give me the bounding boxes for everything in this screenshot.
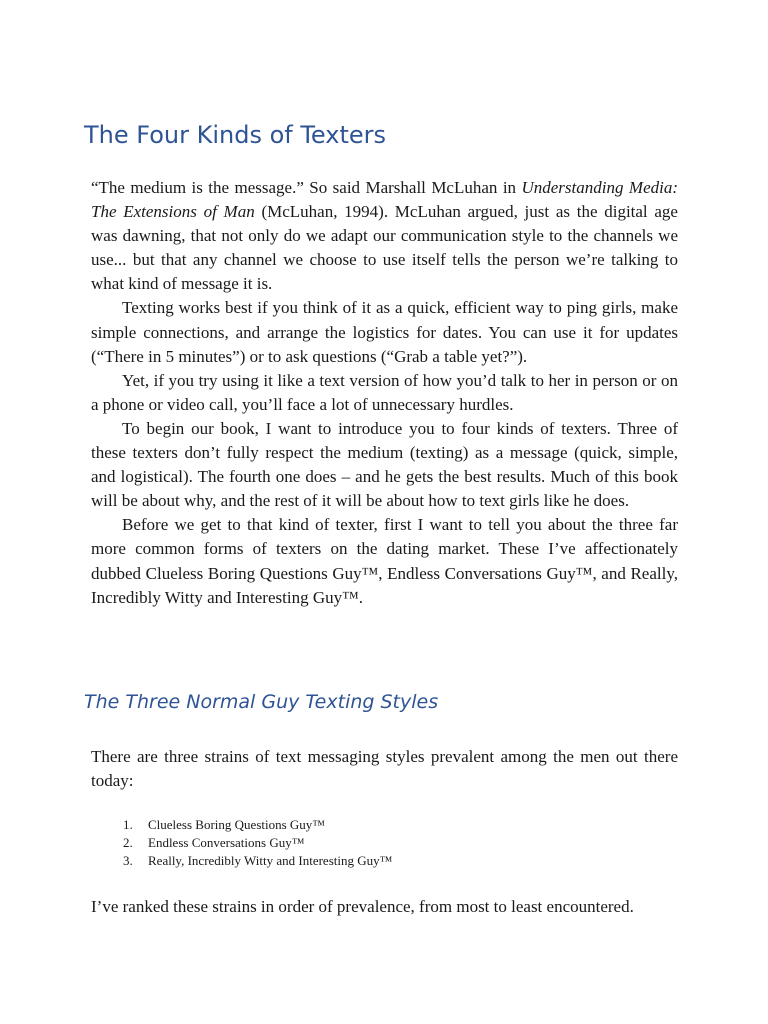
section-heading: The Three Normal Guy Texting Styles xyxy=(84,691,439,713)
texting-styles-list xyxy=(91,816,392,870)
page-title: The Four Kinds of Texters xyxy=(84,121,387,149)
paragraph-text: “The medium is the message.” So said Marshall McLuhan in xyxy=(91,178,522,197)
list-item-label: Clueless Boring Questions Guy™ xyxy=(148,817,326,832)
list-item-label: Endless Conversations Guy™ xyxy=(148,835,305,850)
list-item-number: 1. xyxy=(123,817,133,832)
paragraph-text: (McLuhan, 1994). McLuhan argued, just as the digital age was dawning, that not only do we adapt our communication style to the channels we use... but that any channel we choose to use itself tells the person we’re talking to what kind of message it is. xyxy=(91,202,678,294)
strains-section xyxy=(91,745,678,793)
closing-paragraph: I’ve ranked these strains in order of prevalence, from most to least encountered. xyxy=(91,897,634,916)
list-item xyxy=(91,852,392,870)
intro-paragraph: Texting works best if you think of it as a quick, efficient way to ping girls, make simple connections, and arrange the logistics for dates. You can use it for updates (“There in 5 minutes”) or to ask questions (“Grab a table yet?”). xyxy=(91,298,678,366)
list-item xyxy=(91,834,392,852)
list-item-number: 2. xyxy=(123,835,133,850)
list-item-number: 3. xyxy=(123,853,133,868)
strains-paragraph: There are three strains of text messaging styles prevalent among the men out there today: xyxy=(91,747,678,791)
list-item-label: Really, Incredibly Witty and Interesting Guy™ xyxy=(148,853,393,868)
list-item xyxy=(91,816,392,834)
intro-paragraph: Before we get to that kind of texter, first I want to tell you about the three far more common forms of texters on the dating market. These I’ve affectionately dubbed Clueless Boring Questions Guy™, Endless Conversations Guy™, and Really, Incredibly Witty and Interesting Guy™. xyxy=(91,515,678,607)
intro-section xyxy=(91,176,678,610)
intro-paragraph xyxy=(91,176,678,296)
intro-paragraph: Yet, if you try using it like a text version of how you’d talk to her in person or on a phone or video call, you’ll face a lot of unnecessary hurdles. xyxy=(91,370,678,414)
intro-paragraph: To begin our book, I want to introduce you to four kinds of texters. Three of these texters don’t fully respect the medium (texting) as a message (quick, simple, and logistical). The fourth one does – and he gets the best results. Much of this book will be about why, and the rest of it will be about how to text girls like he does. xyxy=(91,418,678,511)
book-title-citation: Understanding Media: The Extensions of Man xyxy=(91,178,678,222)
